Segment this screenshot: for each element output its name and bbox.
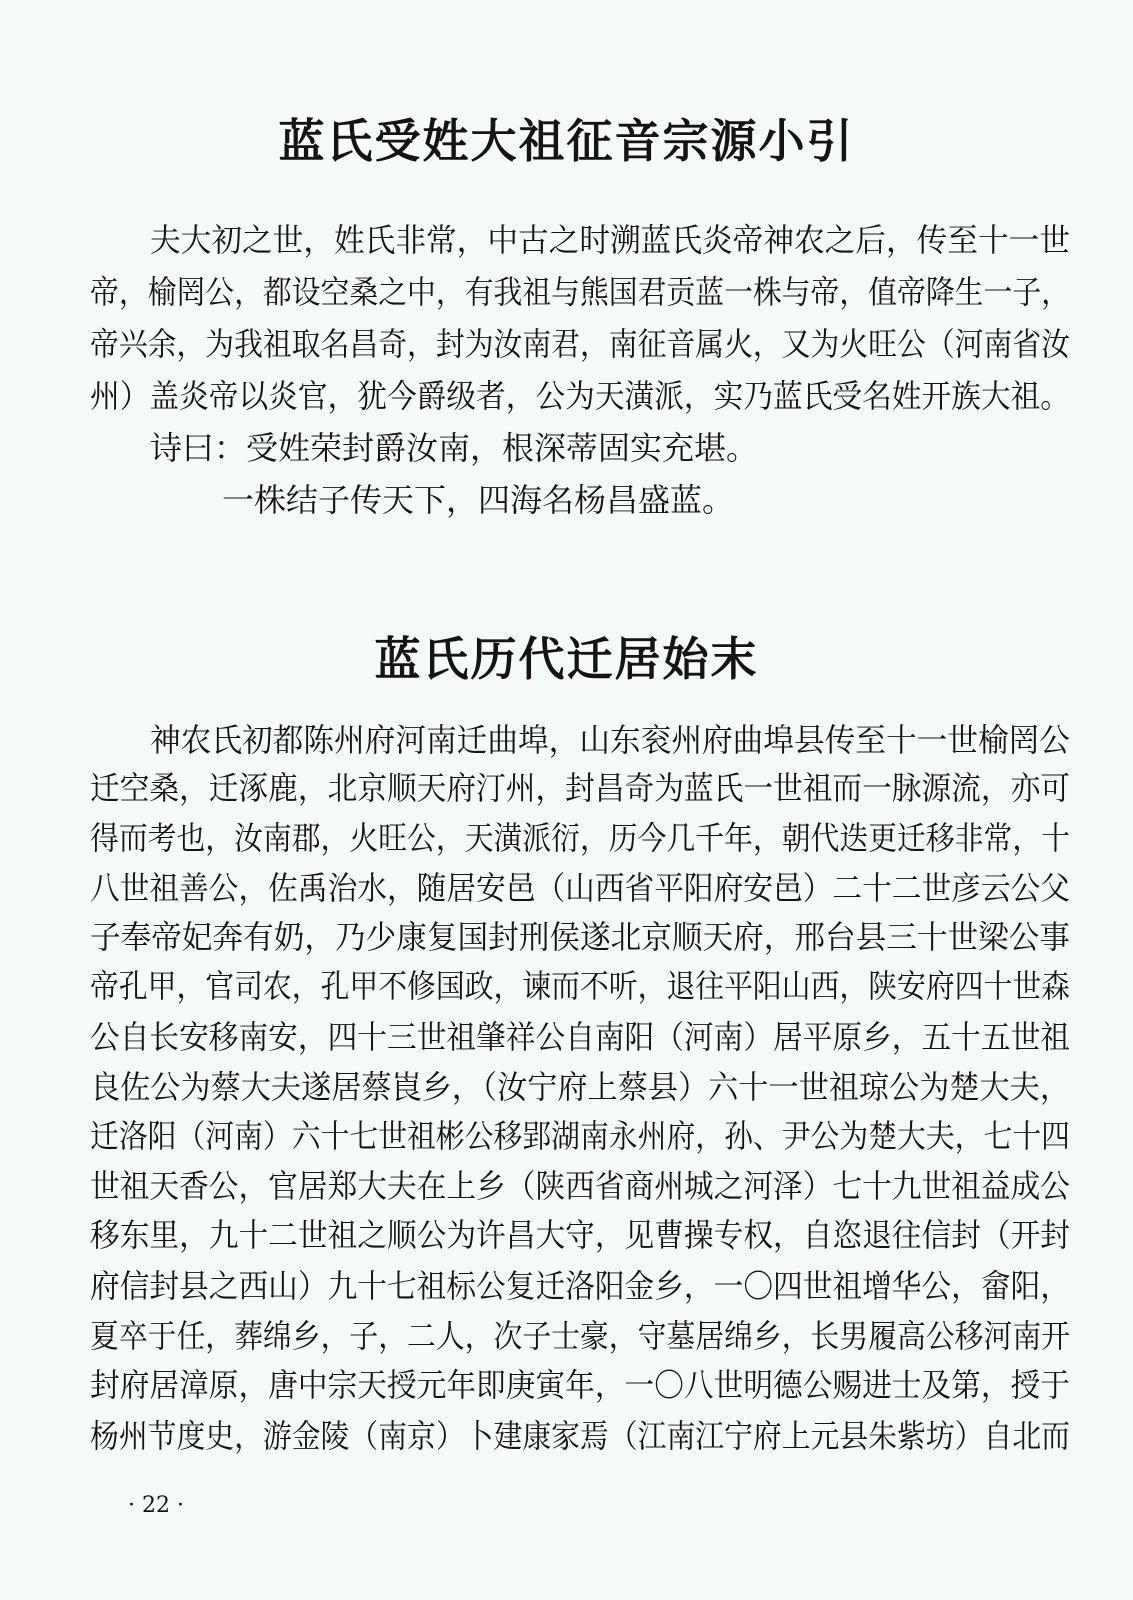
paragraph-line: 封府居漳原，唐中宗天授元年即庚寅年，一〇八世明德公赐进士及第，授于 <box>90 1366 1070 1404</box>
paragraph-line: 世祖天香公，官居郑大夫在上乡（陕西省商州城之河泽）七十九世祖益成公 <box>90 1167 1070 1205</box>
paragraph-line: 子奉帝妃奔有奶，乃少康复国封刑侯遂北京顺天府，邢台县三十世梁公事 <box>90 918 1070 956</box>
paragraph-line: 帝兴余，为我祖取名昌奇，封为汝南君，南征音属火，又为火旺公（河南省汝 <box>90 325 1070 363</box>
paragraph-line: 迁洛阳（河南）六十七世祖彬公移郢湖南永州府，孙、尹公为楚大夫，七十四 <box>90 1117 1070 1155</box>
paragraph-line: 八世祖善公，佐禹治水，随居安邑（山西省平阳府安邑）二十二世彦云公父 <box>90 869 1070 907</box>
paragraph-line: 公自长安移南安，四十三世祖肇祥公自南阳（河南）居平原乡，五十五世祖 <box>90 1018 1070 1056</box>
paragraph-line: 州）盖炎帝以炎官，犹今爵级者，公为天潢派，实乃蓝氏受名姓开族大祖。 <box>90 377 1070 415</box>
paragraph-line: 移东里，九十二世祖之顺公为许昌大守，见曹操专权，自恣退往信封（开封 <box>90 1216 1070 1254</box>
poem-line: 一株结子传天下，四海名杨昌盛蓝。 <box>222 481 735 519</box>
section-title: 蓝氏受姓大祖征音宗源小引 <box>278 114 855 168</box>
paragraph-line: 神农氏初都陈州府河南迁曲埠，山东衮州府曲埠县传至十一世榆罔公 <box>150 721 1070 759</box>
poem-line: 诗曰：受姓荣封爵汝南，根深蒂固实充堪。 <box>150 429 759 467</box>
paragraph-line: 夫大初之世，姓氏非常，中古之时溯蓝氏炎帝神农之后，传至十一世 <box>150 221 1070 259</box>
paragraph-line: 良佐公为蔡大夫遂居蔡崀乡，（汝宁府上蔡县）六十一世祖琼公为楚大夫， <box>90 1068 1071 1106</box>
paragraph-line: 迁空桑，迁涿鹿，北京顺天府汀州，封昌奇为蓝氏一世祖而一脉源流，亦可 <box>90 769 1070 807</box>
paragraph-line: 得而考也，汝南郡，火旺公，天潢派衍，历今几千年，朝代迭更迁移非常，十 <box>90 819 1070 857</box>
paragraph-line: 府信封县之西山）九十七祖标公复迁洛阳金乡，一〇四世祖增华公，畲阳， <box>90 1267 1070 1305</box>
section-title: 蓝氏历代迁居始末 <box>374 632 759 686</box>
paragraph-line: 夏卒于任，葬绵乡，子，二人，次子士豪，守墓居绵乡，长男履高公移河南开 <box>90 1317 1070 1355</box>
paragraph-line: 杨州节度史，游金陵（南京）卜建康家焉（江南江宁府上元县朱紫坊）自北而 <box>90 1417 1070 1455</box>
page-number: · 22 · <box>128 1493 184 1518</box>
paragraph-line: 帝，榆罔公，都设空桑之中，有我祖与熊国君贡蓝一株与帝，值帝降生一子， <box>90 273 1070 311</box>
paragraph-line: 帝孔甲，官司农，孔甲不修国政，谏而不听，退往平阳山西，陕安府四十世森 <box>90 967 1070 1005</box>
